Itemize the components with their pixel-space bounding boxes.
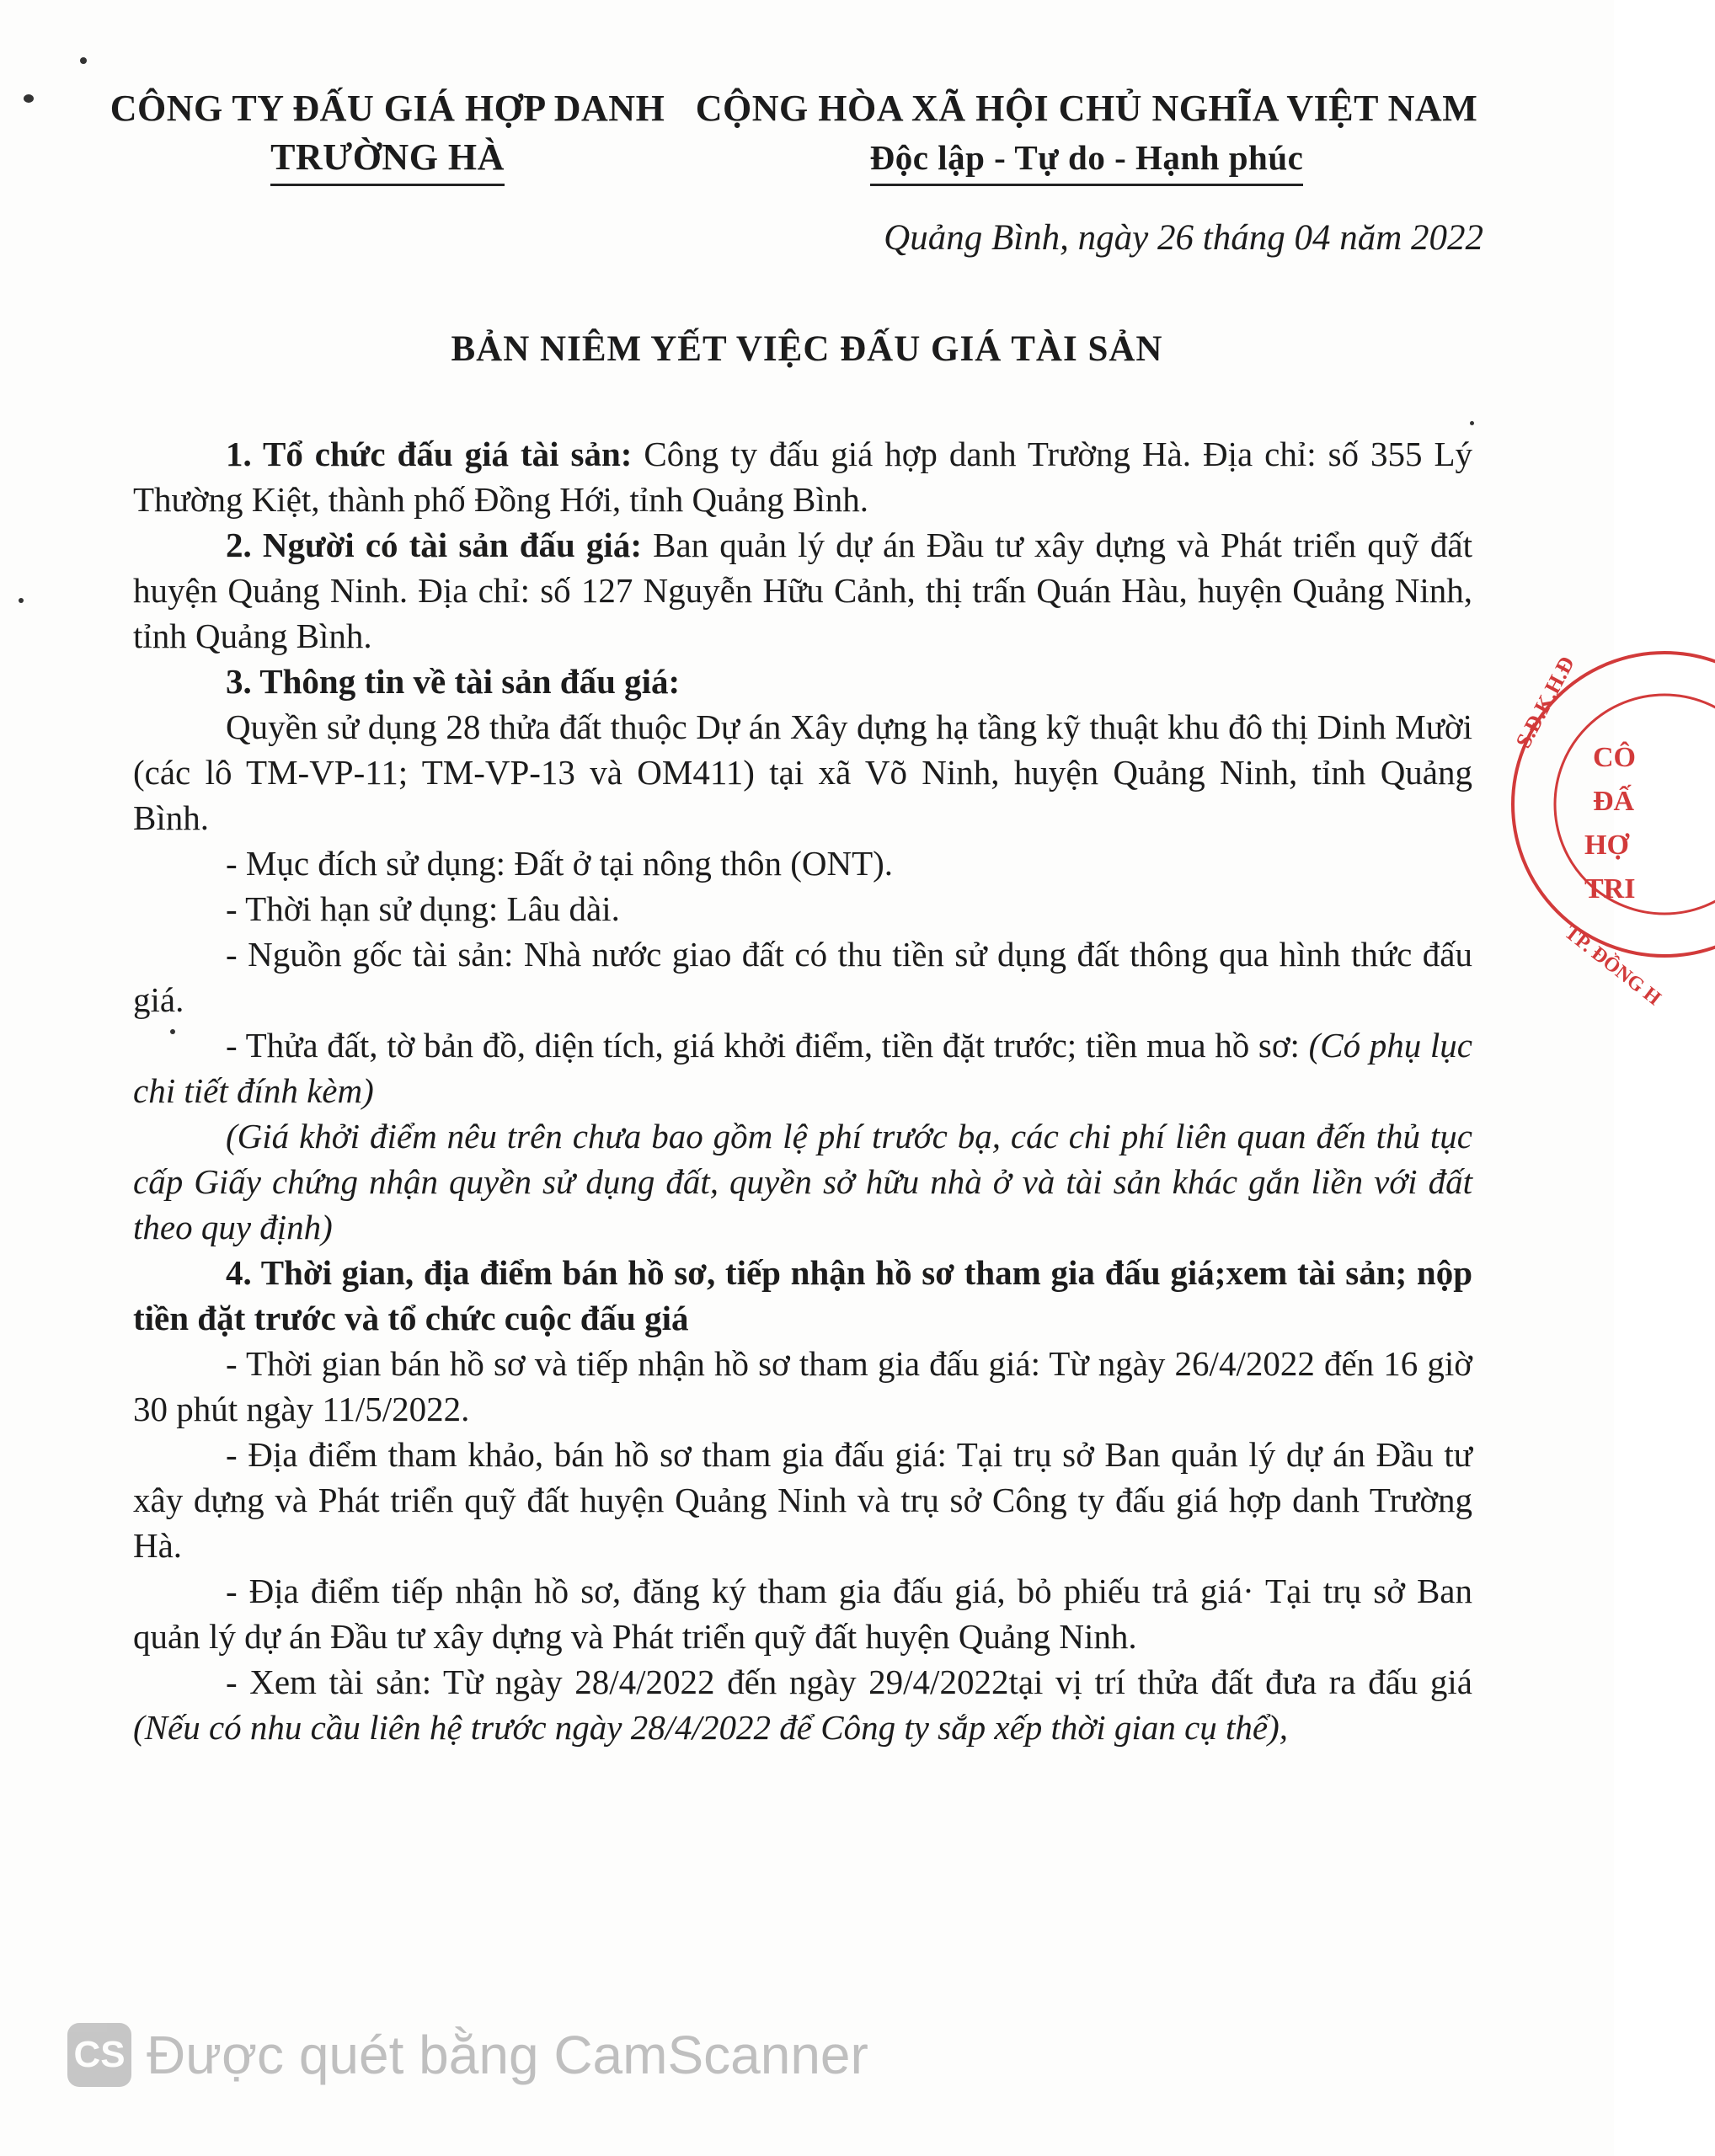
scan-speck: [170, 1029, 175, 1034]
section-3-heading: 3. Thông tin về tài sản đấu giá:: [226, 662, 681, 701]
section-2-text: Ban quản lý dự án Đầu tư xây dựng và Phát triển quỹ đất huyện Quảng Ninh. Địa chỉ: số 127 Nguyễn Hữu Cảnh, thị trấn Quán Hàu, huyện Quảng Ninh, tỉnh Quảng Bình.: [133, 526, 1472, 655]
camscanner-watermark-text: Được quét bằng CamScanner: [147, 2025, 868, 2085]
national-motto: Độc lập - Tự do - Hạnh phúc: [870, 133, 1304, 186]
section-1-text: Công ty đấu giá hợp danh Trường Hà. Địa chỉ: số 355 Lý Thường Kiệt, thành phố Đồng Hới, tỉnh Quảng Bình.: [133, 435, 1473, 519]
section-4-viewing: [133, 1659, 1472, 1750]
camscanner-logo-icon: CS: [67, 2023, 131, 2087]
svg-text:TP. ĐỒNG H: TP. ĐỒNG H: [1560, 921, 1665, 1011]
viewing-note: (Nếu có nhu cầu liên hệ trước ngày 28/4/2022 để Công ty sắp xếp thời gian cụ thể),: [133, 1708, 1289, 1747]
section-3-land-use-term: - Thời hạn sử dụng: Lâu dài.: [226, 889, 620, 928]
section-3-price-note: [133, 1113, 1472, 1250]
company-seal-stamp: [1504, 648, 1715, 1011]
issuer-name-line2: TRƯỜNG HÀ: [270, 133, 505, 186]
section-3: [133, 659, 1472, 704]
document-title: BẢN NIÊM YẾT VIỆC ĐẤU GIÁ TÀI SẢN: [451, 329, 1163, 369]
svg-text:TRI: TRI: [1584, 873, 1636, 905]
price-note-text: (Giá khởi điểm nêu trên chưa bao gồm lệ phí trước bạ, các chi phí liên quan đến thủ tục cấp Giấy chứng nhận quyền sử dụng đất, quyền sở hữu nhà ở và tài sản khác gắn liền với đất theo quy định): [133, 1117, 1472, 1246]
svg-text:CÔ: CÔ: [1593, 742, 1636, 773]
svg-text:ĐẤ: ĐẤ: [1593, 786, 1635, 817]
section-2-heading: 2. Người có tài sản đấu giá:: [226, 526, 642, 564]
section-1: [133, 431, 1472, 522]
section-3-asset-origin: - Nguồn gốc tài sản: Nhà nước giao đất có thu tiền sử dụng đất thông qua hình thức đấu giá.: [133, 935, 1472, 1019]
national-title: CỘNG HÒA XÃ HỘI CHỦ NGHĨA VIỆT NAM: [695, 88, 1478, 129]
plot-details-text: - Thửa đất, tờ bản đồ, diện tích, giá khởi điểm, tiền đặt trước; tiền mua hồ sơ:: [226, 1026, 1309, 1065]
section-3-plot-details: [133, 1022, 1472, 1113]
section-4: [133, 1250, 1472, 1341]
section-4-sale-time: - Thời gian bán hồ sơ và tiếp nhận hồ sơ tham gia đấu giá: Từ ngày 26/4/2022 đến 16 giờ 30 phút ngày 11/5/2022.: [133, 1344, 1472, 1428]
section-1-heading: 1. Tổ chức đấu giá tài sản:: [226, 435, 633, 473]
appendix-note: (Có phụ lục chi tiết đính kèm): [133, 1026, 1472, 1110]
section-3-land-use-purpose: - Mục đích sử dụng: Đất ở tại nông thôn (ONT).: [226, 844, 894, 883]
scan-speck: [19, 598, 24, 603]
section-4-sale-location: - Địa điểm tham khảo, bán hồ sơ tham gia đấu giá: Tại trụ sở Ban quản lý dự án Đầu tư xây dựng và Phát triển quỹ đất huyện Quảng Ninh và trụ sở Công ty đấu giá hợp danh Trường Hà.: [133, 1435, 1472, 1565]
svg-text:S.Đ.K.H.Đ: S.Đ.K.H.Đ: [1510, 652, 1579, 752]
document-body: [133, 431, 1472, 1750]
section-3-asset-description: Quyền sử dụng 28 thửa đất thuộc Dự án Xây dựng hạ tầng kỹ thuật khu đô thị Dinh Mười (các lô TM-VP-11; TM-VP-13 và OM411) tại xã Võ Ninh, huyện Quảng Ninh, tỉnh Quảng Bình.: [133, 707, 1472, 837]
issuer-header: [76, 84, 699, 186]
scan-speck: [24, 94, 34, 103]
issuer-name-line1: CÔNG TY ĐẤU GIÁ HỢP DANH: [110, 88, 665, 129]
place-date: Quảng Bình, ngày 26 tháng 04 năm 2022: [884, 218, 1483, 258]
viewing-text: - Xem tài sản: Từ ngày 28/4/2022 đến ngày 29/4/2022tại vị trí thửa đất đưa ra đấu giá: [226, 1662, 1472, 1701]
section-2: [133, 522, 1472, 659]
svg-text:HỢ: HỢ: [1584, 830, 1629, 861]
section-4-heading: 4. Thời gian, địa điểm bán hồ sơ, tiếp nhận hồ sơ tham gia đấu giá;xem tài sản; nộp tiền đặt trước và tổ chức cuộc đấu giá: [133, 1253, 1472, 1337]
camscanner-watermark: [67, 2021, 868, 2089]
section-4-receiving-location: - Địa điểm tiếp nhận hồ sơ, đăng ký tham gia đấu giá, bỏ phiếu trả giá· Tại trụ sở Ban quản lý dự án Đầu tư xây dựng và Phát triển quỹ đất huyện Quảng Ninh.: [133, 1572, 1472, 1656]
scan-speck: [1470, 421, 1474, 425]
scan-speck: [80, 57, 87, 64]
national-header: [687, 84, 1487, 186]
